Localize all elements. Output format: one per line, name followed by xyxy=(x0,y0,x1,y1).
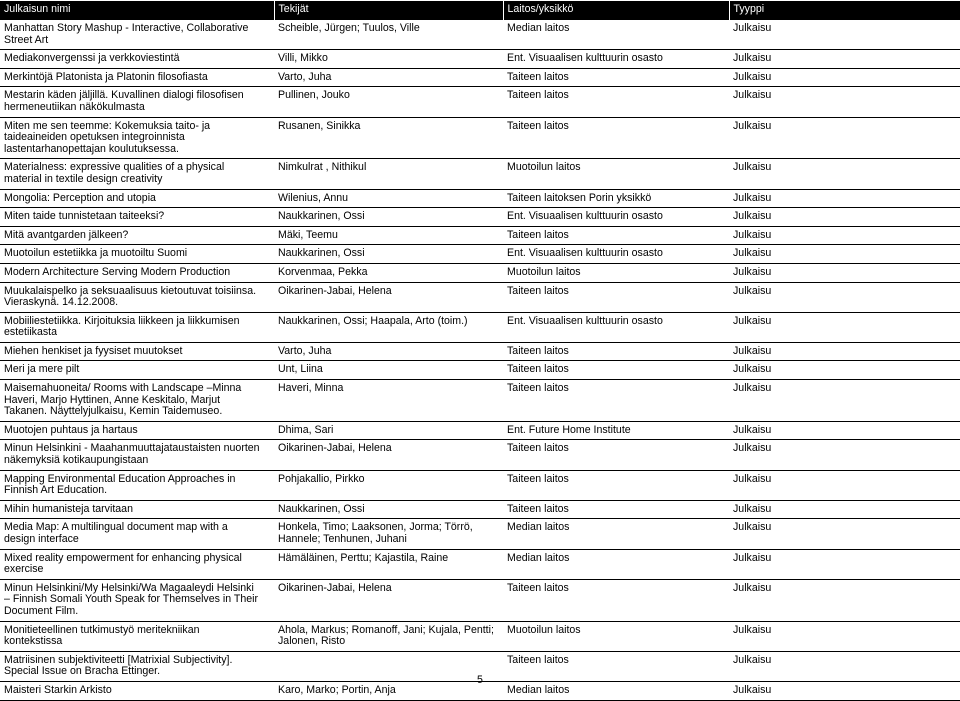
cell-title: Media Map: A multilingual document map with a design interface xyxy=(0,519,274,549)
cell-type: Julkaisu xyxy=(729,87,960,117)
table-row xyxy=(0,68,960,87)
cell-authors: Korvenmaa, Pekka xyxy=(274,263,503,282)
cell-authors: Honkela, Timo; Laaksonen, Jorma; Törrö, Hannele; Tenhunen, Juhani xyxy=(274,519,503,549)
cell-department: Muotoilun laitos xyxy=(503,159,729,189)
table-row xyxy=(0,282,960,312)
table-row xyxy=(0,440,960,470)
cell-authors: Ahola, Markus; Romanoff, Jani; Kujala, Pentti; Jalonen, Risto xyxy=(274,621,503,651)
cell-type: Julkaisu xyxy=(729,263,960,282)
cell-type: Julkaisu xyxy=(729,68,960,87)
cell-title: Matriisinen subjektiviteetti [Matrixial Subjectivity]. Special Issue on Bracha Ettinger. xyxy=(0,651,274,681)
cell-department: Taiteen laitos xyxy=(503,579,729,621)
cell-type: Julkaisu xyxy=(729,226,960,245)
cell-title: Mediakonvergenssi ja verkkoviestintä xyxy=(0,50,274,69)
table-row xyxy=(0,263,960,282)
cell-type: Julkaisu xyxy=(729,208,960,227)
cell-title: Materialness: expressive qualities of a physical material in textile design creativity xyxy=(0,159,274,189)
cell-department: Taiteen laitos xyxy=(503,342,729,361)
cell-department: Ent. Visuaalisen kulttuurin osasto xyxy=(503,312,729,342)
cell-authors: Villi, Mikko xyxy=(274,50,503,69)
cell-authors: Naukkarinen, Ossi; Haapala, Arto (toim.) xyxy=(274,312,503,342)
cell-type: Julkaisu xyxy=(729,189,960,208)
cell-title: Mitä avantgarden jälkeen? xyxy=(0,226,274,245)
cell-authors: Oikarinen-Jabai, Helena xyxy=(274,282,503,312)
table-row xyxy=(0,20,960,50)
table-row xyxy=(0,87,960,117)
header-department: Laitos/yksikkö xyxy=(503,1,729,20)
cell-type: Julkaisu xyxy=(729,50,960,69)
page-number: 5 xyxy=(477,674,483,686)
cell-title: Modern Architecture Serving Modern Production xyxy=(0,263,274,282)
table-row xyxy=(0,361,960,380)
table-row xyxy=(0,519,960,549)
cell-type: Julkaisu xyxy=(729,549,960,579)
table-row xyxy=(0,245,960,264)
cell-department: Ent. Visuaalisen kulttuurin osasto xyxy=(503,245,729,264)
cell-title: Mihin humanisteja tarvitaan xyxy=(0,500,274,519)
table-row xyxy=(0,159,960,189)
header-type: Tyyppi xyxy=(729,1,960,20)
cell-department: Taiteen laitos xyxy=(503,470,729,500)
cell-title: Mobiiliestetiikka. Kirjoituksia liikkeen ja liikkumisen estetiikasta xyxy=(0,312,274,342)
cell-type: Julkaisu xyxy=(729,519,960,549)
cell-title: Mixed reality empowerment for enhancing physical exercise xyxy=(0,549,274,579)
cell-type: Julkaisu xyxy=(729,579,960,621)
table-row xyxy=(0,208,960,227)
cell-authors: Karo, Marko; Portin, Anja xyxy=(274,681,503,700)
publications-table xyxy=(0,1,960,701)
cell-department: Taiteen laitos xyxy=(503,440,729,470)
cell-type: Julkaisu xyxy=(729,681,960,700)
cell-authors: Dhima, Sari xyxy=(274,421,503,440)
cell-title: Meri ja mere pilt xyxy=(0,361,274,380)
cell-title: Monitieteellinen tutkimustyö meritekniikan kontekstissa xyxy=(0,621,274,651)
cell-authors: Oikarinen-Jabai, Helena xyxy=(274,440,503,470)
cell-title: Muotojen puhtaus ja hartaus xyxy=(0,421,274,440)
cell-title: Muukalaispelko ja seksuaalisuus kietoutuvat toisiinsa. Vieraskynä. 14.12.2008. xyxy=(0,282,274,312)
header-title: Julkaisun nimi xyxy=(0,1,274,20)
table-header-row xyxy=(0,1,960,20)
table-row xyxy=(0,549,960,579)
cell-title: Miten me sen teemme: Kokemuksia taito- ja taideaineiden opetuksen integroinnista lastentarhanopettajan koulutuksessa. xyxy=(0,117,274,159)
cell-type: Julkaisu xyxy=(729,380,960,422)
cell-department: Taiteen laitos xyxy=(503,282,729,312)
table-row xyxy=(0,189,960,208)
cell-department: Ent. Visuaalisen kulttuurin osasto xyxy=(503,208,729,227)
cell-authors: Varto, Juha xyxy=(274,342,503,361)
cell-title: Mestarin käden jäljillä. Kuvallinen dialogi filosofisen hermeneutiikan näkökulmasta xyxy=(0,87,274,117)
cell-department: Muotoilun laitos xyxy=(503,263,729,282)
cell-department: Ent. Future Home Institute xyxy=(503,421,729,440)
cell-department: Taiteen laitos xyxy=(503,500,729,519)
cell-title: Miehen henkiset ja fyysiset muutokset xyxy=(0,342,274,361)
cell-authors: Mäki, Teemu xyxy=(274,226,503,245)
cell-department: Taiteen laitos xyxy=(503,226,729,245)
table-row xyxy=(0,226,960,245)
cell-department: Taiteen laitos xyxy=(503,380,729,422)
cell-title: Manhattan Story Mashup - Interactive, Collaborative Street Art xyxy=(0,20,274,50)
cell-type: Julkaisu xyxy=(729,470,960,500)
table-row xyxy=(0,500,960,519)
cell-type: Julkaisu xyxy=(729,361,960,380)
cell-authors: Nimkulrat , Nithikul xyxy=(274,159,503,189)
table-row xyxy=(0,342,960,361)
cell-type: Julkaisu xyxy=(729,245,960,264)
table-row xyxy=(0,380,960,422)
cell-department: Median laitos xyxy=(503,519,729,549)
cell-authors: Haveri, Minna xyxy=(274,380,503,422)
table-row xyxy=(0,470,960,500)
cell-authors: Varto, Juha xyxy=(274,68,503,87)
cell-department: Taiteen laitos xyxy=(503,68,729,87)
cell-type: Julkaisu xyxy=(729,621,960,651)
cell-authors: Unt, Liina xyxy=(274,361,503,380)
cell-type: Julkaisu xyxy=(729,312,960,342)
cell-type: Julkaisu xyxy=(729,20,960,50)
table-row xyxy=(0,50,960,69)
cell-title: Miten taide tunnistetaan taiteeksi? xyxy=(0,208,274,227)
header-authors: Tekijät xyxy=(274,1,503,20)
cell-title: Merkintöjä Platonista ja Platonin filosofiasta xyxy=(0,68,274,87)
cell-authors: Hämäläinen, Perttu; Kajastila, Raine xyxy=(274,549,503,579)
cell-type: Julkaisu xyxy=(729,342,960,361)
cell-type: Julkaisu xyxy=(729,117,960,159)
cell-authors: Naukkarinen, Ossi xyxy=(274,245,503,264)
cell-authors: Naukkarinen, Ossi xyxy=(274,208,503,227)
table-row xyxy=(0,312,960,342)
cell-department: Taiteen laitos xyxy=(503,117,729,159)
table-row xyxy=(0,579,960,621)
cell-authors: Scheible, Jürgen; Tuulos, Ville xyxy=(274,20,503,50)
cell-department: Median laitos xyxy=(503,549,729,579)
cell-title: Maisteri Starkin Arkisto xyxy=(0,681,274,700)
cell-type: Julkaisu xyxy=(729,159,960,189)
cell-authors: Naukkarinen, Ossi xyxy=(274,500,503,519)
cell-type: Julkaisu xyxy=(729,440,960,470)
cell-department: Ent. Visuaalisen kulttuurin osasto xyxy=(503,50,729,69)
cell-type: Julkaisu xyxy=(729,421,960,440)
cell-title: Minun Helsinkini/My Helsinki/Wa Magaaleydi Helsinki – Finnish Somali Youth Speak for Themselves in Their Document Film. xyxy=(0,579,274,621)
cell-type: Julkaisu xyxy=(729,282,960,312)
table-body xyxy=(0,20,960,701)
cell-authors: Pohjakallio, Pirkko xyxy=(274,470,503,500)
cell-department: Muotoilun laitos xyxy=(503,621,729,651)
table-row xyxy=(0,117,960,159)
cell-authors: Pullinen, Jouko xyxy=(274,87,503,117)
cell-department: Taiteen laitos xyxy=(503,361,729,380)
cell-department: Taiteen laitos xyxy=(503,87,729,117)
cell-department: Taiteen laitos xyxy=(503,651,729,681)
cell-department: Median laitos xyxy=(503,681,729,700)
cell-authors: Rusanen, Sinikka xyxy=(274,117,503,159)
cell-type: Julkaisu xyxy=(729,651,960,681)
table-row xyxy=(0,421,960,440)
cell-department: Median laitos xyxy=(503,20,729,50)
cell-authors: Wilenius, Annu xyxy=(274,189,503,208)
cell-title: Muotoilun estetiikka ja muotoiltu Suomi xyxy=(0,245,274,264)
cell-title: Minun Helsinkini - Maahanmuuttajataustaisten nuorten näkemyksiä kotikaupungistaan xyxy=(0,440,274,470)
table-row xyxy=(0,621,960,651)
cell-department: Taiteen laitoksen Porin yksikkö xyxy=(503,189,729,208)
cell-title: Mongolia: Perception and utopia xyxy=(0,189,274,208)
cell-title: Maisemahuoneita/ Rooms with Landscape –Minna Haveri, Marjo Hyttinen, Anne Keskitalo, Marjut Takanen. Näyttelyjulkaisu, Kemin Taidemuseo. xyxy=(0,380,274,422)
cell-title: Mapping Environmental Education Approaches in Finnish Art Education. xyxy=(0,470,274,500)
cell-authors: Oikarinen-Jabai, Helena xyxy=(274,579,503,621)
cell-type: Julkaisu xyxy=(729,500,960,519)
